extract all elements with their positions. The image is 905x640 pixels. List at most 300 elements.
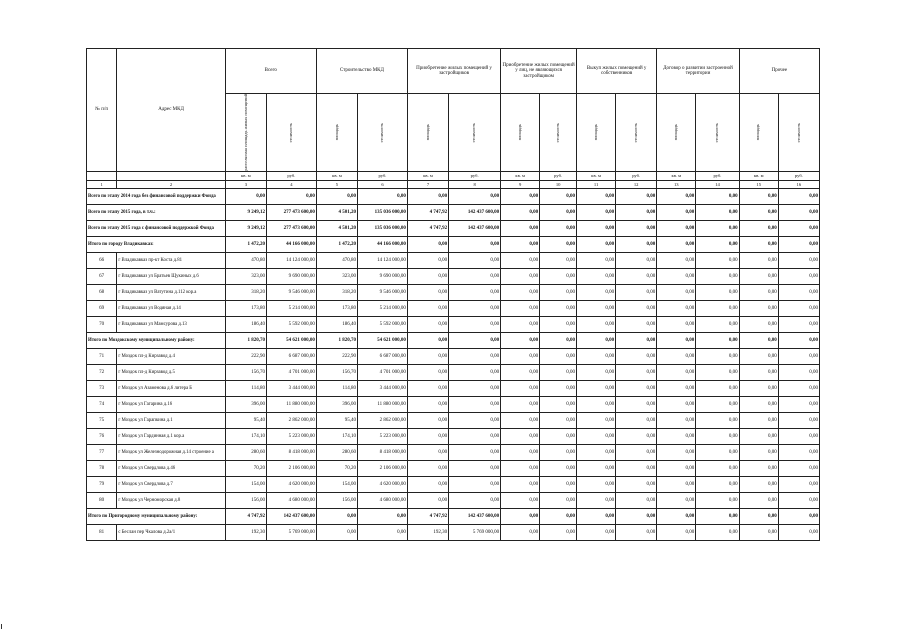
summary-value-cell: 0,00 bbox=[696, 236, 739, 252]
summary-value-cell: 54 621 000,00 bbox=[358, 332, 408, 348]
row-value-cell: 0,00 bbox=[778, 316, 819, 332]
column-number-cell: 5 bbox=[316, 180, 357, 188]
row-value-cell: 0,00 bbox=[657, 364, 696, 380]
row-value-cell: 156,00 bbox=[316, 492, 357, 508]
row-value-cell: 0,00 bbox=[616, 492, 657, 508]
summary-value-cell: 0,00 bbox=[540, 220, 577, 236]
row-value-cell: 0,00 bbox=[696, 476, 739, 492]
row-value-cell: 0,00 bbox=[657, 524, 696, 540]
row-value-cell: 0,00 bbox=[616, 268, 657, 284]
row-value-cell: 0,00 bbox=[778, 524, 819, 540]
row-value-cell: 4 620 000,00 bbox=[358, 476, 408, 492]
summary-value-cell: 0,00 bbox=[739, 220, 778, 236]
summary-value-cell: 0,00 bbox=[358, 508, 408, 524]
row-value-cell: 396,00 bbox=[225, 396, 266, 412]
row-value-cell: 0,00 bbox=[696, 316, 739, 332]
row-value-cell: 0,00 bbox=[501, 268, 540, 284]
unit-cell: кв. м bbox=[577, 171, 616, 180]
row-value-cell: 0,00 bbox=[696, 268, 739, 284]
row-value-cell: 0,00 bbox=[449, 284, 501, 300]
row-value-cell: 0,00 bbox=[657, 476, 696, 492]
column-number-cell: 8 bbox=[449, 180, 501, 188]
row-value-cell: 0,00 bbox=[407, 348, 448, 364]
row-value-cell: 0,00 bbox=[501, 284, 540, 300]
row-value-cell: 0,00 bbox=[540, 492, 577, 508]
sub-header-area: площадь bbox=[657, 94, 696, 172]
row-value-cell: 0,00 bbox=[449, 412, 501, 428]
row-value-cell: 0,00 bbox=[577, 300, 616, 316]
row-value-cell: 186,40 bbox=[316, 316, 357, 332]
row-value-cell: 0,00 bbox=[696, 524, 739, 540]
row-value-cell: 0,00 bbox=[449, 396, 501, 412]
column-number-cell: 7 bbox=[407, 180, 448, 188]
column-number-cell: 12 bbox=[616, 180, 657, 188]
summary-value-cell: 0,00 bbox=[778, 188, 819, 204]
group-developer-purchase-header: Приобретение жилых помещений у застройщиков bbox=[407, 49, 500, 94]
row-value-cell: 0,00 bbox=[739, 316, 778, 332]
table-row bbox=[87, 364, 820, 380]
row-value-cell: 0,00 bbox=[696, 348, 739, 364]
table-row bbox=[87, 396, 820, 412]
sub-header-area: площадь bbox=[407, 94, 448, 172]
summary-label: Всего по этапу 2015 года, в т.ч.: bbox=[87, 204, 226, 220]
row-value-cell: 0,00 bbox=[501, 460, 540, 476]
row-value-cell: 0,00 bbox=[577, 492, 616, 508]
row-value-cell: 0,00 bbox=[501, 428, 540, 444]
summary-value-cell: 0,00 bbox=[540, 332, 577, 348]
summary-value-cell: 0,00 bbox=[577, 220, 616, 236]
row-value-cell: 0,00 bbox=[540, 284, 577, 300]
row-value-cell: 3 444 000,00 bbox=[266, 380, 316, 396]
summary-value-cell: 0,00 bbox=[657, 220, 696, 236]
row-value-cell: 0,00 bbox=[739, 380, 778, 396]
row-value-cell: 0,00 bbox=[577, 316, 616, 332]
column-number-cell: 4 bbox=[266, 180, 316, 188]
summary-value-cell: 142 437 600,00 bbox=[449, 220, 501, 236]
row-value-cell: 0,00 bbox=[739, 252, 778, 268]
row-value-cell: 0,00 bbox=[778, 284, 819, 300]
summary-label: Всего по этапу 2015 года с финансовой поддержкой Фонда bbox=[87, 220, 226, 236]
row-value-cell: 0,00 bbox=[407, 316, 448, 332]
summary-value-cell: 0,00 bbox=[577, 204, 616, 220]
table-row bbox=[87, 300, 820, 316]
summary-value-cell: 0,00 bbox=[501, 220, 540, 236]
summary-value-cell: 0,00 bbox=[316, 508, 357, 524]
col-address-header: Адрес МКД bbox=[117, 49, 225, 172]
summary-value-cell: 0,00 bbox=[657, 236, 696, 252]
row-value-cell: 0,00 bbox=[407, 444, 448, 460]
unit-cell: руб. bbox=[616, 171, 657, 180]
summary-value-cell: 0,00 bbox=[501, 204, 540, 220]
column-number-cell: 6 bbox=[358, 180, 408, 188]
table-row bbox=[87, 268, 820, 284]
row-address: г Владикавказ ул Водяная д.14 bbox=[117, 300, 225, 316]
row-value-cell: 0,00 bbox=[407, 396, 448, 412]
row-value-cell: 0,00 bbox=[449, 476, 501, 492]
row-value-cell: 0,00 bbox=[501, 492, 540, 508]
row-value-cell: 0,00 bbox=[501, 444, 540, 460]
row-value-cell: 0,00 bbox=[540, 252, 577, 268]
row-value-cell: 0,00 bbox=[739, 348, 778, 364]
row-number: 74 bbox=[87, 396, 117, 412]
row-value-cell: 0,00 bbox=[616, 300, 657, 316]
row-value-cell: 95,40 bbox=[316, 412, 357, 428]
row-value-cell: 8 418 000,00 bbox=[266, 444, 316, 460]
row-value-cell: 0,00 bbox=[501, 252, 540, 268]
row-value-cell: 0,00 bbox=[696, 460, 739, 476]
row-value-cell: 5 214 000,00 bbox=[266, 300, 316, 316]
row-value-cell: 0,00 bbox=[449, 268, 501, 284]
row-value-cell: 192,30 bbox=[225, 524, 266, 540]
row-number: 78 bbox=[87, 460, 117, 476]
sub-header-cost: стоимость bbox=[266, 94, 316, 172]
row-value-cell: 0,00 bbox=[739, 268, 778, 284]
sub-header-cost: стоимость bbox=[778, 94, 819, 172]
row-value-cell: 5 592 000,00 bbox=[266, 316, 316, 332]
col-num-header: № п/п bbox=[87, 49, 117, 172]
summary-value-cell: 0,00 bbox=[577, 188, 616, 204]
row-value-cell: 0,00 bbox=[778, 444, 819, 460]
sub-header-area: площадь bbox=[577, 94, 616, 172]
row-value-cell: 70,20 bbox=[225, 460, 266, 476]
summary-value-cell: 4 747,92 bbox=[407, 508, 448, 524]
row-value-cell: 173,80 bbox=[225, 300, 266, 316]
row-value-cell: 11 880 000,00 bbox=[266, 396, 316, 412]
row-value-cell: 0,00 bbox=[616, 316, 657, 332]
row-value-cell: 0,00 bbox=[501, 364, 540, 380]
column-numbers-row bbox=[87, 180, 820, 188]
row-value-cell: 0,00 bbox=[696, 300, 739, 316]
summary-label: Итого по Моздокскому муниципальному району: bbox=[87, 332, 226, 348]
summary-value-cell: 0,00 bbox=[696, 508, 739, 524]
row-value-cell: 0,00 bbox=[616, 412, 657, 428]
row-address: г Моздок ул Черноморская д.8 bbox=[117, 492, 225, 508]
row-value-cell: 0,00 bbox=[739, 412, 778, 428]
row-value-cell: 0,00 bbox=[577, 428, 616, 444]
row-value-cell: 0,00 bbox=[778, 268, 819, 284]
summary-value-cell: 0,00 bbox=[407, 332, 448, 348]
row-value-cell: 0,00 bbox=[616, 364, 657, 380]
row-value-cell: 5 769 000,00 bbox=[266, 524, 316, 540]
summary-value-cell: 0,00 bbox=[577, 236, 616, 252]
row-value-cell: 2 106 000,00 bbox=[358, 460, 408, 476]
row-value-cell: 2 106 000,00 bbox=[266, 460, 316, 476]
group-nondeveloper-purchase-header: Приобретение жилых помещений у лиц, не являющихся застройщиком bbox=[501, 49, 577, 94]
row-value-cell: 0,00 bbox=[778, 252, 819, 268]
row-value-cell: 0,00 bbox=[407, 492, 448, 508]
row-address: г Моздок ул Азаменова д.6 литера Б bbox=[117, 380, 225, 396]
row-value-cell: 0,00 bbox=[616, 476, 657, 492]
summary-row bbox=[87, 236, 820, 252]
row-value-cell: 0,00 bbox=[657, 492, 696, 508]
row-number: 72 bbox=[87, 364, 117, 380]
row-value-cell: 0,00 bbox=[778, 412, 819, 428]
table-row bbox=[87, 380, 820, 396]
row-value-cell: 0,00 bbox=[616, 284, 657, 300]
row-address: г Моздок ул Гагарина д.16 bbox=[117, 396, 225, 412]
summary-value-cell: 135 036 000,00 bbox=[358, 220, 408, 236]
table-row bbox=[87, 460, 820, 476]
summary-value-cell: 277 473 600,00 bbox=[266, 204, 316, 220]
row-value-cell: 4 680 000,00 bbox=[358, 492, 408, 508]
row-value-cell: 156,00 bbox=[225, 492, 266, 508]
column-number-cell: 16 bbox=[778, 180, 819, 188]
row-number: 80 bbox=[87, 492, 117, 508]
row-value-cell: 0,00 bbox=[501, 476, 540, 492]
summary-label: Всего по этапу 2014 года без финансовой поддержки Фонда bbox=[87, 188, 226, 204]
row-address: г Владикавказ ул Ватутина д.112 кор.а bbox=[117, 284, 225, 300]
summary-value-cell: 0,00 bbox=[616, 220, 657, 236]
row-value-cell: 6 687 000,00 bbox=[358, 348, 408, 364]
sub-header-area: площадь bbox=[739, 94, 778, 172]
row-value-cell: 323,00 bbox=[316, 268, 357, 284]
row-value-cell: 0,00 bbox=[696, 428, 739, 444]
row-value-cell: 0,00 bbox=[501, 348, 540, 364]
row-value-cell: 5 223 000,00 bbox=[266, 428, 316, 444]
row-value-cell: 0,00 bbox=[778, 492, 819, 508]
summary-value-cell: 0,00 bbox=[739, 332, 778, 348]
column-number-cell: 1 bbox=[87, 180, 117, 188]
row-value-cell: 0,00 bbox=[616, 252, 657, 268]
row-value-cell: 5 592 000,00 bbox=[358, 316, 408, 332]
row-value-cell: 0,00 bbox=[657, 316, 696, 332]
group-buyout-header: Выкуп жилых помещений у собственников bbox=[577, 49, 657, 94]
summary-value-cell: 0,00 bbox=[739, 508, 778, 524]
column-number-cell: 9 bbox=[501, 180, 540, 188]
row-value-cell: 0,00 bbox=[449, 348, 501, 364]
row-value-cell: 0,00 bbox=[540, 300, 577, 316]
unit-cell: руб. bbox=[266, 171, 316, 180]
unit-cell: кв. м bbox=[225, 171, 266, 180]
summary-value-cell: 0,00 bbox=[449, 332, 501, 348]
unit-cell bbox=[87, 171, 117, 180]
row-value-cell: 0,00 bbox=[577, 476, 616, 492]
summary-value-cell: 0,00 bbox=[501, 332, 540, 348]
summary-value-cell: 54 621 000,00 bbox=[266, 332, 316, 348]
row-value-cell: 0,00 bbox=[577, 524, 616, 540]
row-value-cell: 8 418 000,00 bbox=[358, 444, 408, 460]
row-value-cell: 0,00 bbox=[616, 524, 657, 540]
summary-value-cell: 0,00 bbox=[696, 332, 739, 348]
unit-cell: руб. bbox=[449, 171, 501, 180]
row-value-cell: 0,00 bbox=[577, 396, 616, 412]
row-value-cell: 0,00 bbox=[657, 252, 696, 268]
row-address: г Моздок пл-д Кирзавод д.5 bbox=[117, 364, 225, 380]
row-value-cell: 0,00 bbox=[577, 412, 616, 428]
summary-value-cell: 0,00 bbox=[407, 236, 448, 252]
scan-edge-mark bbox=[1, 624, 2, 629]
summary-value-cell: 277 473 600,00 bbox=[266, 220, 316, 236]
row-value-cell: 470,80 bbox=[225, 252, 266, 268]
row-value-cell: 0,00 bbox=[577, 348, 616, 364]
summary-value-cell: 9 249,12 bbox=[225, 204, 266, 220]
sub-header-cost: стоимость bbox=[358, 94, 408, 172]
row-address: г Моздок ул Железнодорожная д.14 строение а bbox=[117, 444, 225, 460]
summary-row bbox=[87, 188, 820, 204]
summary-value-cell: 0,00 bbox=[696, 188, 739, 204]
row-value-cell: 0,00 bbox=[657, 380, 696, 396]
summary-value-cell: 0,00 bbox=[616, 332, 657, 348]
row-value-cell: 174,10 bbox=[316, 428, 357, 444]
sub-header-cost: стоимость bbox=[696, 94, 739, 172]
row-value-cell: 0,00 bbox=[449, 364, 501, 380]
summary-value-cell: 4 501,20 bbox=[316, 220, 357, 236]
row-value-cell: 174,10 bbox=[225, 428, 266, 444]
summary-value-cell: 0,00 bbox=[225, 188, 266, 204]
row-value-cell: 11 880 000,00 bbox=[358, 396, 408, 412]
row-value-cell: 0,00 bbox=[657, 396, 696, 412]
row-value-cell: 396,00 bbox=[316, 396, 357, 412]
row-value-cell: 0,00 bbox=[407, 300, 448, 316]
row-value-cell: 0,00 bbox=[407, 268, 448, 284]
unit-cell: руб. bbox=[778, 171, 819, 180]
unit-cell: кв. м bbox=[739, 171, 778, 180]
row-value-cell: 0,00 bbox=[449, 492, 501, 508]
row-value-cell: 0,00 bbox=[696, 412, 739, 428]
summary-value-cell: 0,00 bbox=[778, 508, 819, 524]
summary-value-cell: 4 747,92 bbox=[225, 508, 266, 524]
row-value-cell: 0,00 bbox=[778, 300, 819, 316]
unit-cell: кв. м bbox=[657, 171, 696, 180]
table-row bbox=[87, 444, 820, 460]
row-address: г Моздок ул Свердлова д.46 bbox=[117, 460, 225, 476]
row-value-cell: 0,00 bbox=[696, 284, 739, 300]
row-number: 77 bbox=[87, 444, 117, 460]
summary-value-cell: 9 249,12 bbox=[225, 220, 266, 236]
row-value-cell: 0,00 bbox=[540, 476, 577, 492]
row-value-cell: 0,00 bbox=[778, 380, 819, 396]
row-value-cell: 0,00 bbox=[577, 460, 616, 476]
row-value-cell: 14 124 000,00 bbox=[266, 252, 316, 268]
row-value-cell: 4 680 000,00 bbox=[266, 492, 316, 508]
row-value-cell: 280,60 bbox=[316, 444, 357, 460]
row-value-cell: 5 214 000,00 bbox=[358, 300, 408, 316]
summary-value-cell: 44 166 000,00 bbox=[266, 236, 316, 252]
row-value-cell: 0,00 bbox=[449, 444, 501, 460]
sub-header-total-area: расселяемая площадь жилых помещений bbox=[225, 94, 266, 172]
row-value-cell: 0,00 bbox=[616, 396, 657, 412]
row-value-cell: 0,00 bbox=[540, 444, 577, 460]
row-value-cell: 192,30 bbox=[407, 524, 448, 540]
row-value-cell: 2 862 000,00 bbox=[266, 412, 316, 428]
group-other-header: Прочее bbox=[739, 49, 819, 94]
row-value-cell: 2 862 000,00 bbox=[358, 412, 408, 428]
summary-value-cell: 0,00 bbox=[540, 204, 577, 220]
summary-label: Итого по городу Владикавказ: bbox=[87, 236, 226, 252]
summary-value-cell: 0,00 bbox=[540, 508, 577, 524]
row-value-cell: 0,00 bbox=[696, 380, 739, 396]
row-address: г Моздок ул Свердлова д.7 bbox=[117, 476, 225, 492]
summary-value-cell: 0,00 bbox=[778, 220, 819, 236]
summary-value-cell: 0,00 bbox=[358, 188, 408, 204]
row-value-cell: 0,00 bbox=[407, 412, 448, 428]
summary-value-cell: 0,00 bbox=[739, 204, 778, 220]
unit-cell: кв. м bbox=[501, 171, 540, 180]
row-value-cell: 0,00 bbox=[540, 412, 577, 428]
table-row bbox=[87, 284, 820, 300]
summary-row bbox=[87, 332, 820, 348]
row-value-cell: 4 620 000,00 bbox=[266, 476, 316, 492]
row-value-cell: 470,80 bbox=[316, 252, 357, 268]
row-value-cell: 0,00 bbox=[540, 428, 577, 444]
row-value-cell: 0,00 bbox=[657, 444, 696, 460]
row-value-cell: 0,00 bbox=[501, 316, 540, 332]
row-value-cell: 0,00 bbox=[778, 364, 819, 380]
summary-value-cell: 0,00 bbox=[501, 508, 540, 524]
group-development-contract-header: Договор о развитии застроенной территории bbox=[657, 49, 739, 94]
row-value-cell: 4 701 000,00 bbox=[358, 364, 408, 380]
summary-value-cell: 1 820,70 bbox=[316, 332, 357, 348]
summary-value-cell: 0,00 bbox=[739, 188, 778, 204]
row-value-cell: 0,00 bbox=[449, 460, 501, 476]
summary-value-cell: 0,00 bbox=[540, 188, 577, 204]
row-value-cell: 0,00 bbox=[540, 524, 577, 540]
row-value-cell: 0,00 bbox=[657, 300, 696, 316]
summary-value-cell: 4 747,92 bbox=[407, 204, 448, 220]
summary-value-cell: 4 501,20 bbox=[316, 204, 357, 220]
sub-header-cost: стоимость bbox=[616, 94, 657, 172]
row-number: 79 bbox=[87, 476, 117, 492]
unit-cell: кв. м bbox=[407, 171, 448, 180]
row-value-cell: 0,00 bbox=[696, 444, 739, 460]
row-number: 67 bbox=[87, 268, 117, 284]
column-number-cell: 14 bbox=[696, 180, 739, 188]
summary-value-cell: 0,00 bbox=[449, 188, 501, 204]
row-value-cell: 0,00 bbox=[657, 268, 696, 284]
row-value-cell: 0,00 bbox=[407, 284, 448, 300]
table-body bbox=[87, 188, 820, 540]
column-number-cell: 15 bbox=[739, 180, 778, 188]
row-value-cell: 0,00 bbox=[739, 284, 778, 300]
summary-value-cell: 0,00 bbox=[501, 188, 540, 204]
row-value-cell: 0,00 bbox=[778, 348, 819, 364]
summary-value-cell: 0,00 bbox=[616, 204, 657, 220]
summary-value-cell: 0,00 bbox=[501, 236, 540, 252]
row-value-cell: 222,90 bbox=[316, 348, 357, 364]
unit-cell bbox=[117, 171, 225, 180]
row-address: г Моздок ул Гарапкина д.1 bbox=[117, 412, 225, 428]
row-value-cell: 0,00 bbox=[778, 396, 819, 412]
summary-value-cell: 4 747,92 bbox=[407, 220, 448, 236]
units-row bbox=[87, 171, 820, 180]
row-number: 69 bbox=[87, 300, 117, 316]
row-value-cell: 0,00 bbox=[407, 252, 448, 268]
summary-value-cell: 0,00 bbox=[657, 188, 696, 204]
row-value-cell: 0,00 bbox=[778, 428, 819, 444]
row-value-cell: 280,60 bbox=[225, 444, 266, 460]
row-value-cell: 0,00 bbox=[501, 524, 540, 540]
row-value-cell: 0,00 bbox=[739, 300, 778, 316]
summary-value-cell: 44 166 000,00 bbox=[358, 236, 408, 252]
row-address: г Моздок ул Гардинная д.1 кор.а bbox=[117, 428, 225, 444]
table-row bbox=[87, 252, 820, 268]
row-value-cell: 0,00 bbox=[739, 460, 778, 476]
row-value-cell: 318,20 bbox=[225, 284, 266, 300]
row-number: 71 bbox=[87, 348, 117, 364]
row-value-cell: 114,80 bbox=[225, 380, 266, 396]
summary-value-cell: 0,00 bbox=[266, 188, 316, 204]
row-value-cell: 222,90 bbox=[225, 348, 266, 364]
row-value-cell: 0,00 bbox=[501, 380, 540, 396]
row-value-cell: 0,00 bbox=[577, 252, 616, 268]
row-value-cell: 3 444 000,00 bbox=[358, 380, 408, 396]
row-value-cell: 9 546 000,00 bbox=[266, 284, 316, 300]
unit-cell: руб. bbox=[358, 171, 408, 180]
row-value-cell: 0,00 bbox=[739, 364, 778, 380]
row-value-cell: 186,40 bbox=[225, 316, 266, 332]
row-value-cell: 154,00 bbox=[225, 476, 266, 492]
row-value-cell: 9 690 000,00 bbox=[266, 268, 316, 284]
